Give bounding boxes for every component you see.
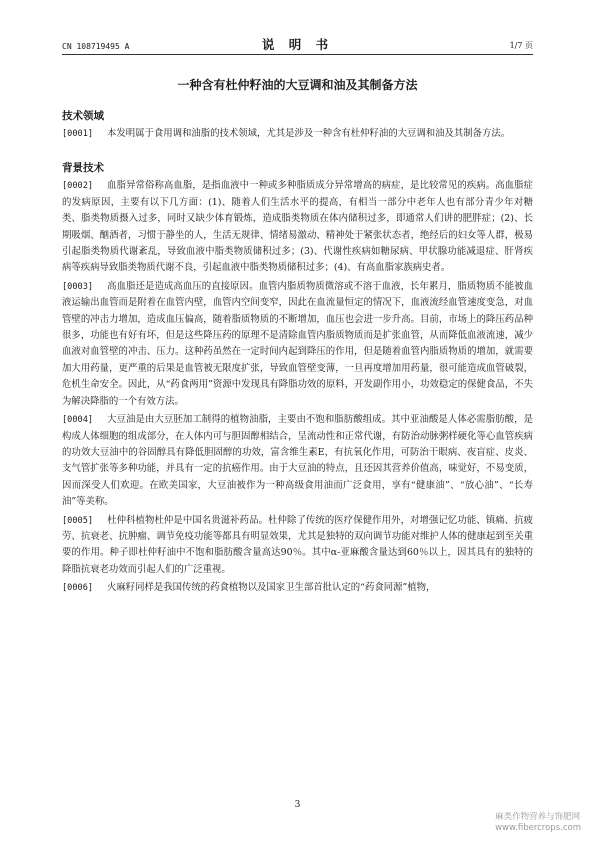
paragraph-0002 [62,178,533,276]
paragraph-number: [0001] [62,129,94,139]
paragraph-text: 本发明属于食用调和油脂的技术领域，尤其是涉及一种含有杜仲籽油的大豆调和油及其制备方法。 [107,128,511,139]
paragraph-number: [0003] [62,281,94,292]
document-title: 一种含有杜仲籽油的大豆调和油及其制备方法 [177,78,418,92]
publication-number: CN 108719495 A [62,42,130,51]
page-indicator: 1/7 页 [509,41,533,50]
paragraph-text: 杜仲科植物杜仲是中国名贵滋补药品。杜仲除了传统的医疗保健作用外，对增强记忆功能、镇痛、抗疲劳、抗衰老、抗肿瘤、调节免疫功能等都具有明显效果，尤其是独特的双向调节功能对维护人体的健康起到至关重要的作用。种子即杜仲籽油中不饱和脂肪酸含量高达90％。其中α-亚麻酸含量达到60％以上，因其具有的独特的降脂抗衰老功效而引起人们的广泛重视。 [62,514,533,575]
paragraph-number: [0005] [62,515,94,526]
paragraph-number: [0002] [62,181,94,192]
paragraph-text: 高血脂还是造成高血压的直接原因。血管内脂质物质微溶或不溶于血液，长年累月，脂质物质不能被血液运输出血管而是附着在血管内壁，血管内空间变窄，因此在血流量恒定的情况下，血液流经血管速度变急，对血管壁的冲击力增加，造成血压偏高，随着脂质物质的不断增加，血压也会进一步升高。目前，市场上的降压药品种很多，功能也有好有坏，但是这些降压药的原理不是清除血管内脂质物质而是扩张血管，从而降低血液流速，减少血液对血管壁的冲击、压力。这种药虽然在一定时间内起到降压的作用，但是随着血管内脂质物质的增加，就需要加大用药量，更严重的后果是血管被无限度扩张，导致血管壁变薄，一旦再度增加用药量，很可能造成血管破裂，危机生命安全。因此，从“药食两用”资源中发现具有降脂功效的原料，开发副作用小，功效稳定的保健食品，不失为解决降脂的一个有效方法。 [62,280,533,407]
paragraph-0003 [62,279,533,410]
paragraph-text: 大豆油是由大豆胚加工制得的植物油脂，主要由不饱和脂肪酸组成。其中亚油酸是人体必需脂肪酸，是构成人体细胞的组成部分，在人体内可与胆固醇相结合，呈流动性和正常代谢，有防治动脉粥样硬化等心血管疾病的功效大豆油中的谷固醇具有降低胆固醇的功效，富含维生素E，有抗氧化作用，可防治干眼病、夜盲症、皮炎、支气管扩张等多种功能，并具有一定的抗癌作用。由于大豆油的特点，且还因其营养价值高，味觉好，不易变质，因而深受人们欢迎。在欧美国家，大豆油被作为一种高级食用油而广泛食用，享有“健康油”、“放心油”、“长寿油”等美称。 [62,414,533,508]
section-heading-background: 背景技术 [62,162,104,175]
page-number: 3 [294,800,301,810]
paragraph-0006 [62,580,533,596]
section-heading-technical-field: 技术领域 [62,110,104,122]
document-body [62,108,533,599]
paragraph-0005 [62,513,533,579]
watermark-url: www.fibercrops.com [495,823,581,833]
paragraph-number: [0006] [62,583,94,594]
document-type: 说 明 书 [261,37,334,52]
paragraph-number: [0004] [62,415,94,426]
paragraph-0001 [62,126,533,142]
watermark-site-name: 麻类作物营养与饰肥网 [495,812,581,822]
site-watermark [495,812,581,834]
paragraph-text: 血脂异常俗称高血脂，是指血液中一种或多种脂质成分异常增高的病症，是比较常见的疾病。高血脂症的发病原因，主要有以下几方面：(1)、随着人们生活水平的提高，有相当一部分中老年人也有部分青少年对糖类、脂类物质摄入过多，同时又缺少体育锻炼，造成脂类物质在体内储积过多，即通常人们讲的肥胖症；(2)、长期吸烟、酗酒者，习惯于静坐的人，生活无规律、情绪易激动、精神处于紧张状态者，绝经后的妇女等人群，极易引起脂类物质代谢紊乱，导致血液中脂类物质储积过多；(3)、代谢性疾病如糖尿病、甲状腺功能减退症、肝肾疾病等疾病导致脂类物质代谢不良，引起血液中脂类物质储积过多；(4)、有高血脂家族病史者。 [62,180,533,274]
page-header [62,34,533,55]
paragraph-text: 火麻籽同样是我国传统的药食植物以及国家卫生部首批认定的“药食同源”植物， [107,582,436,594]
paragraph-0004 [62,412,533,510]
